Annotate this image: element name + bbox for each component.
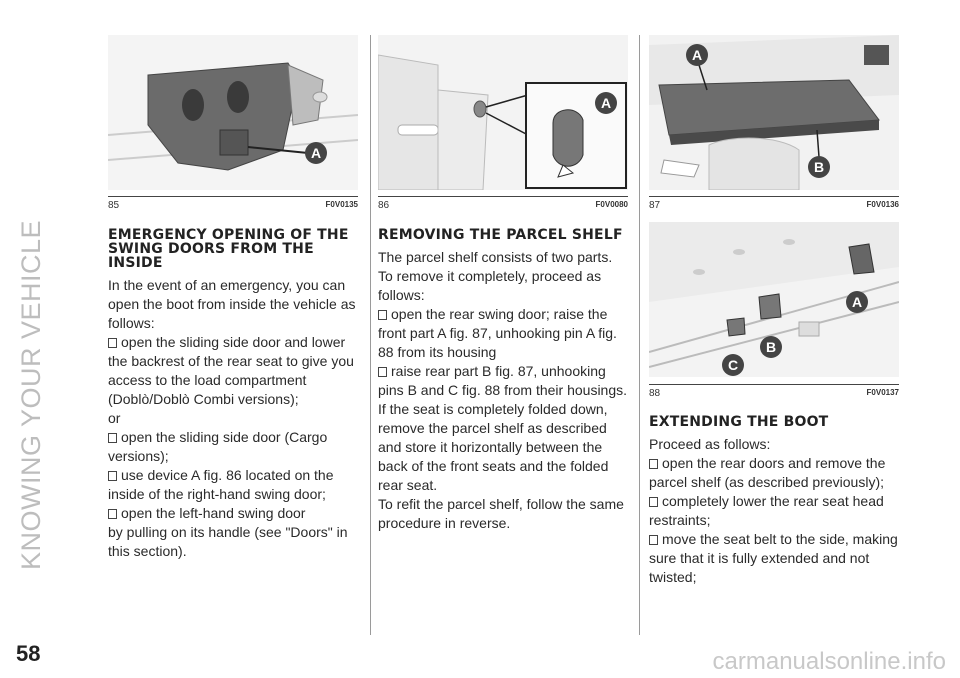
col1-bullet-4 xyxy=(108,504,363,523)
figure-88-code: F0V0137 xyxy=(866,388,899,397)
figure-88-number: 88 xyxy=(649,388,661,399)
heading-extending-boot: EXTENDING THE BOOT xyxy=(649,414,829,430)
figure-86-number: 86 xyxy=(378,200,390,211)
col1-bullet-1-text: open the sliding side door and lower the backrest of the rear seat to give you access to the load compartment (Doblò/Doblò Combi versions); xyxy=(108,334,354,407)
figure-86-caption xyxy=(378,196,628,213)
column-3-text xyxy=(649,415,901,587)
column-2-text xyxy=(378,228,630,533)
col1-bullet-2 xyxy=(108,428,363,466)
col1-bullet-4-text: open the left-hand swing door xyxy=(121,505,306,521)
checkbox-bullet-icon xyxy=(108,471,117,481)
heading-emergency-opening: EMERGENCY OPENING OF THE SWING DOORS FROM THE INSIDE xyxy=(108,227,349,271)
figure-88-image xyxy=(649,222,899,377)
figure-87-image xyxy=(649,35,899,190)
col1-bullet-2-text: open the sliding side door (Cargo versions); xyxy=(108,429,328,464)
col1-bullet-3 xyxy=(108,466,363,504)
col3-bullet-1 xyxy=(649,454,901,492)
figure-85-caption xyxy=(108,196,358,213)
svg-text:C: C xyxy=(727,357,739,373)
figure-86-code: F0V0080 xyxy=(595,200,628,209)
checkbox-bullet-icon xyxy=(108,338,117,348)
figure-85-number: 85 xyxy=(108,200,120,211)
checkbox-bullet-icon xyxy=(108,433,117,443)
col2-paragraph-2: To refit the parcel shelf, follow the same procedure in reverse. xyxy=(378,496,624,531)
figure-88-caption xyxy=(649,384,899,401)
col3-bullet-3 xyxy=(649,530,901,587)
col1-closing: by pulling on its handle (see "Doors" in this section). xyxy=(108,524,348,559)
col1-or: or xyxy=(108,410,121,426)
svg-text:B: B xyxy=(765,339,777,355)
figure-86-image xyxy=(378,35,628,190)
figure-87-code: F0V0136 xyxy=(866,200,899,209)
col3-bullet-2-text: completely lower the rear seat head restraints; xyxy=(649,493,884,528)
column-divider-2 xyxy=(639,35,640,635)
checkbox-bullet-icon xyxy=(649,535,658,545)
checkbox-bullet-icon xyxy=(378,367,387,377)
checkbox-bullet-icon xyxy=(649,497,658,507)
column-1-text xyxy=(108,228,363,561)
watermark: carmanualsonline.info xyxy=(712,648,946,675)
svg-text:A: A xyxy=(310,145,322,161)
col2-intro: The parcel shelf consists of two parts. To remove it completely, proceed as follows: xyxy=(378,249,613,303)
col1-bullet-3-text: use device A fig. 86 located on the inside of the right-hand swing door; xyxy=(108,467,334,502)
side-title-text: KNOWING YOUR VEHICLE xyxy=(16,219,46,570)
svg-text:B: B xyxy=(813,159,825,175)
svg-text:A: A xyxy=(851,294,863,310)
col3-bullet-3-text: move the seat belt to the side, making sure that it is fully extended and not twisted; xyxy=(649,531,898,585)
col2-bullet-2-text: raise rear part B fig. 87, unhooking pins B and C fig. 88 from their housings. xyxy=(378,363,628,398)
figure-85-image xyxy=(108,35,358,190)
col2-paragraph-1: If the seat is completely folded down, remove the parcel shelf as described and store it horizontally between the back of the front seats and the folded rear seat. xyxy=(378,401,609,493)
figure-87-number: 87 xyxy=(649,200,661,211)
col3-intro: Proceed as follows: xyxy=(649,436,771,452)
figure-85-code: F0V0135 xyxy=(325,200,358,209)
col2-bullet-1 xyxy=(378,305,630,362)
section-side-title xyxy=(16,219,46,570)
col1-intro: In the event of an emergency, you can open the boot from inside the vehicle as follows: xyxy=(108,277,356,331)
figure-87-caption xyxy=(649,196,899,213)
column-divider-1 xyxy=(370,35,371,635)
col3-bullet-2 xyxy=(649,492,901,530)
svg-text:A: A xyxy=(600,95,612,111)
col2-bullet-1-text: open the rear swing door; raise the front part A fig. 87, unhooking pin A fig. 88 from its housing xyxy=(378,306,617,360)
svg-text:A: A xyxy=(691,47,703,63)
checkbox-bullet-icon xyxy=(649,459,658,469)
col2-bullet-2 xyxy=(378,362,630,400)
col1-bullet-1 xyxy=(108,333,363,409)
col3-bullet-1-text: open the rear doors and remove the parcel shelf (as described previously); xyxy=(649,455,886,490)
checkbox-bullet-icon xyxy=(108,509,117,519)
page-number: 58 xyxy=(16,641,41,666)
checkbox-bullet-icon xyxy=(378,310,387,320)
heading-removing-parcel-shelf: REMOVING THE PARCEL SHELF xyxy=(378,227,623,243)
